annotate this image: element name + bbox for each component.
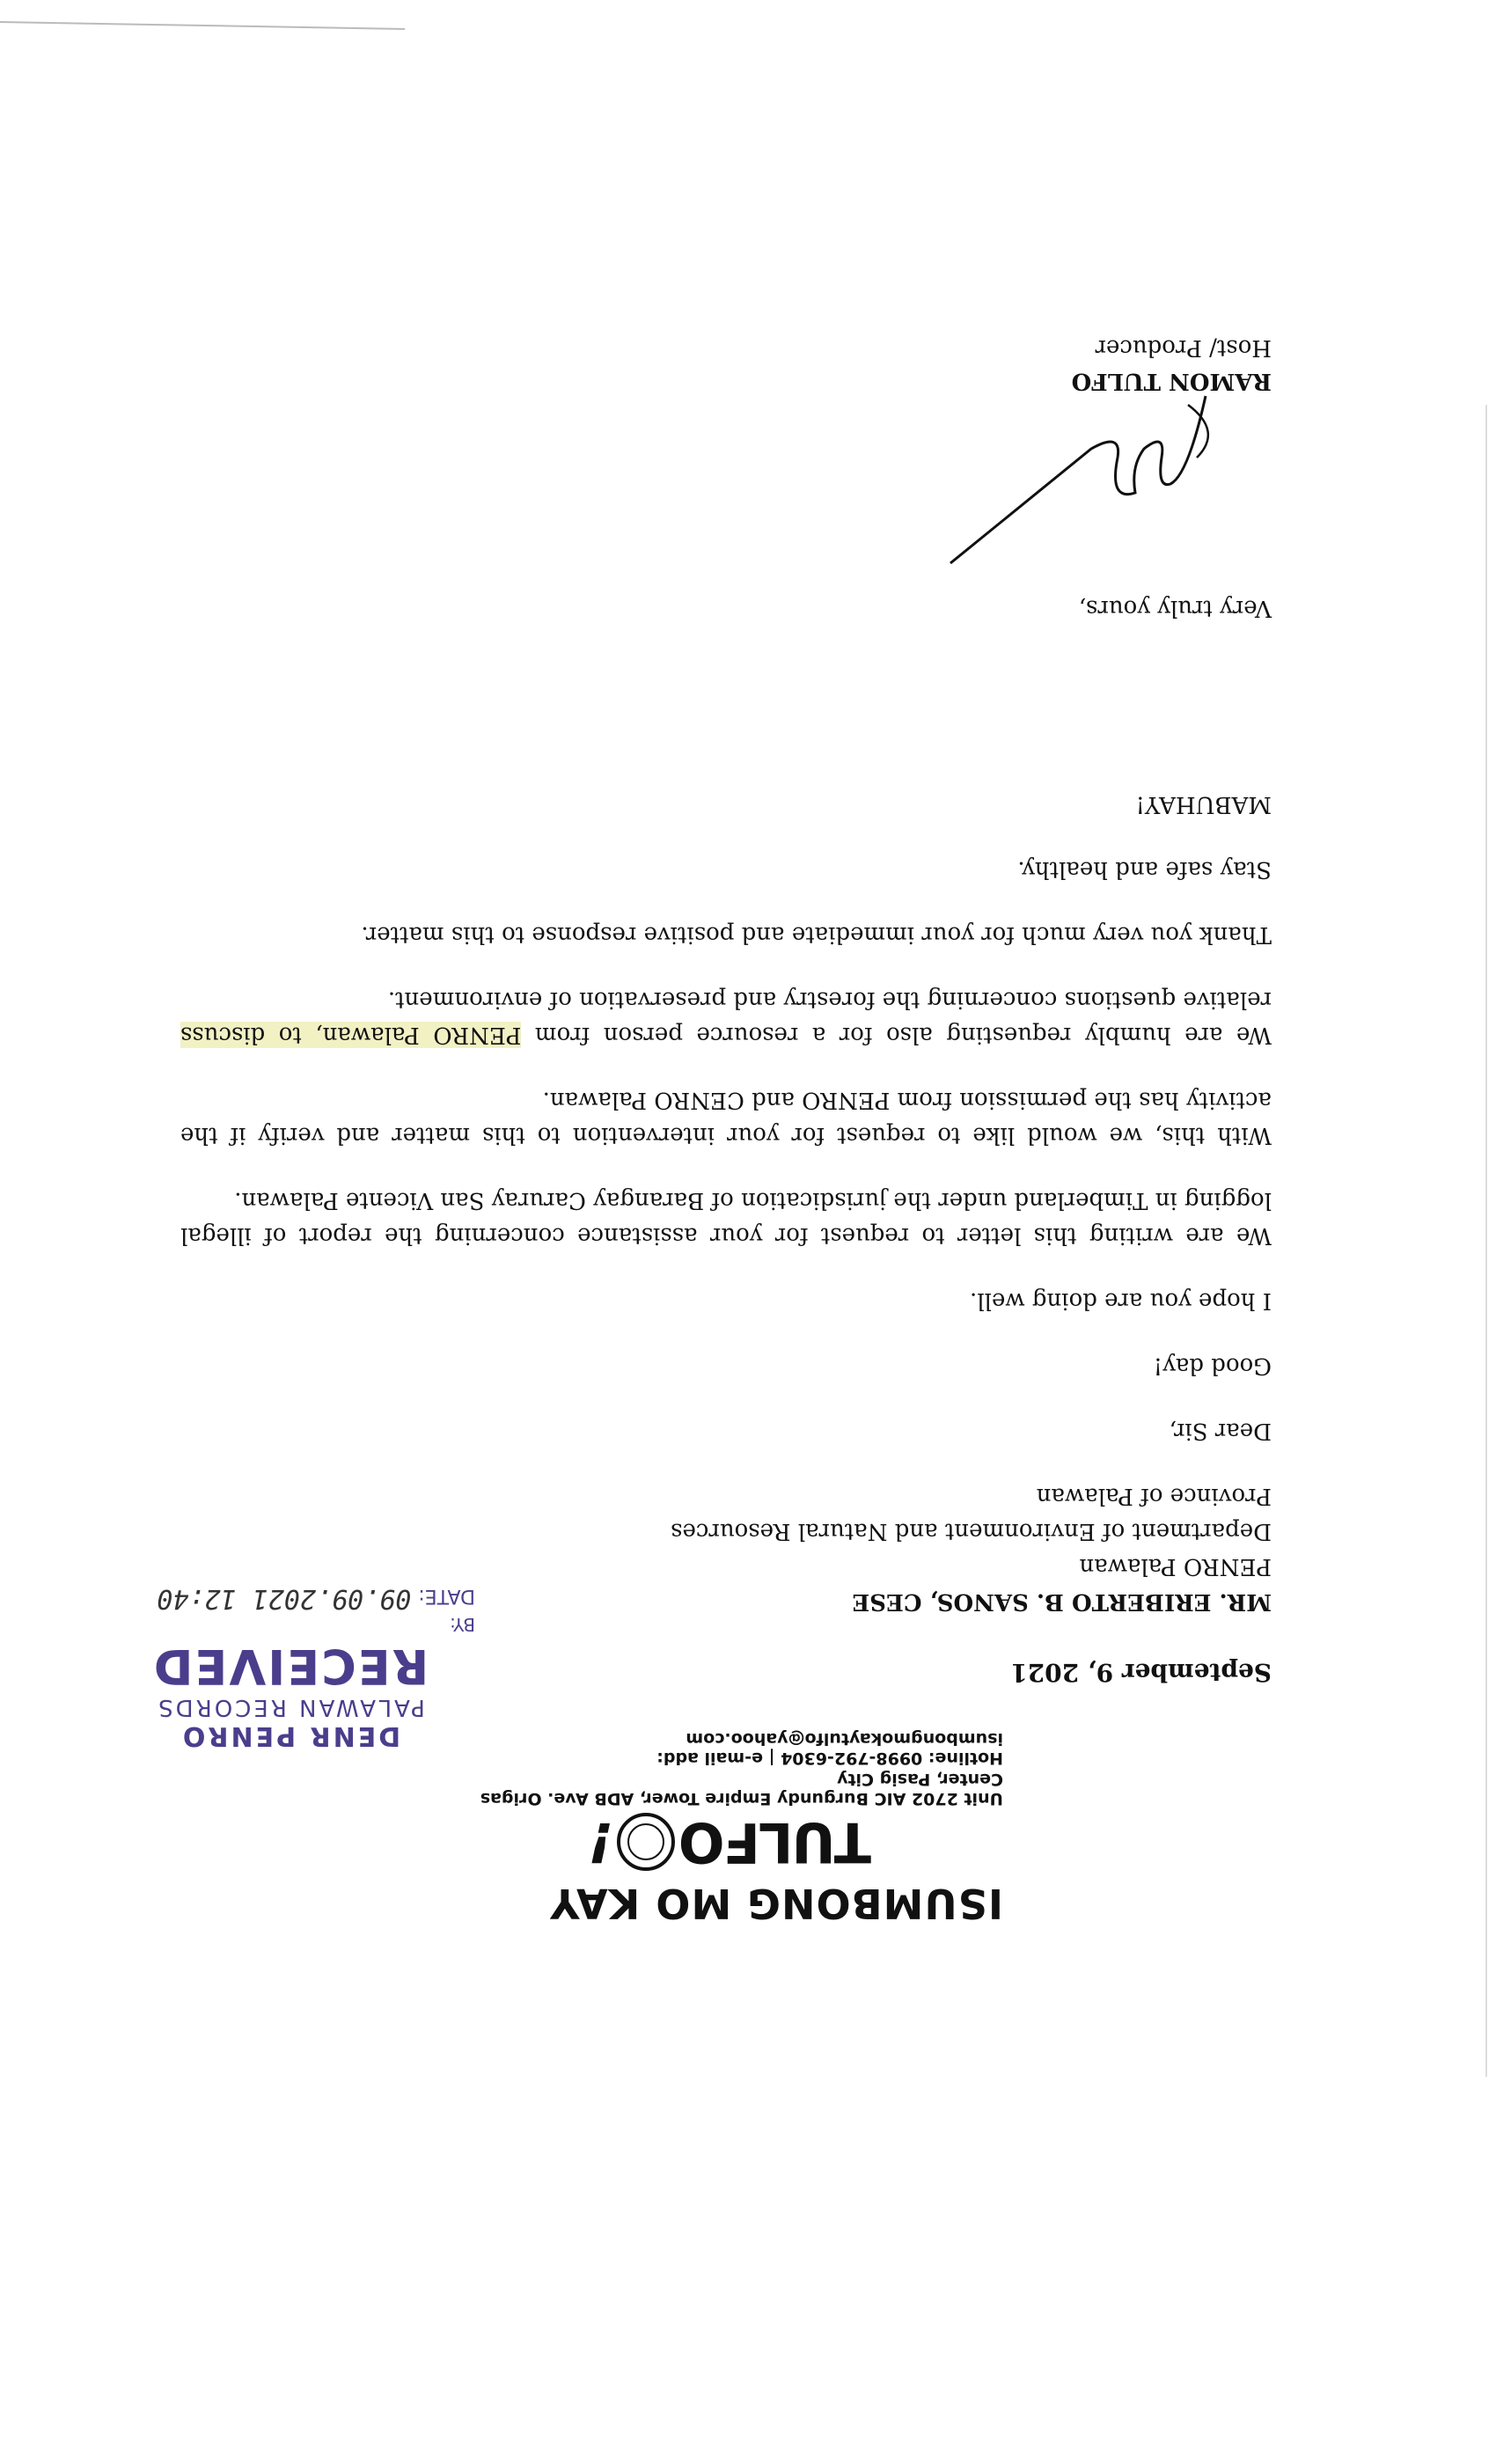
signoff: Very truly yours, [1078, 595, 1272, 621]
stamp-received: RECEIVED [151, 1639, 429, 1694]
stamp-date-label: DATE: [418, 1585, 475, 1607]
signer-name: RAMON TULFO [1071, 368, 1272, 394]
paragraph-thanks: Thank you very much for your immediate and positive response to this matter. [361, 921, 1272, 948]
stamp-date-value: 09.09.2021 12:40 [157, 1583, 412, 1614]
wellwish: I hope you are doing well. [970, 1287, 1272, 1314]
closing-stay-safe: Stay safe and healthy. [1017, 856, 1272, 883]
closing-mabuhay: MABUHAY! [1135, 791, 1272, 818]
greeting: Good day! [1153, 1353, 1272, 1379]
recipient-office: PENRO Palawan [1079, 1553, 1272, 1580]
seal-icon [617, 1814, 675, 1872]
salutation: Dear Sir, [1169, 1418, 1272, 1444]
recipient-province: Province of Palawan [1036, 1483, 1272, 1509]
scan-edge-line [1485, 405, 1487, 2077]
brand-logo-text: TULFO [679, 1810, 871, 1874]
recipient-department: Department of Environment and Natural Resources [671, 1518, 1272, 1544]
letterhead [475, 1729, 1003, 1927]
brand-logo-mark: ! [581, 1810, 620, 1874]
letter-body [180, 787, 1272, 1690]
signer-title: Host/ Producer [1095, 334, 1272, 361]
letter-date: September 9, 2021 [1010, 1658, 1272, 1687]
handwritten-signature [924, 370, 1241, 581]
letterhead-contact: Hotline: 0998-792-6304 | e-mail add: isumbongmokaytulfo@yahoo.com [656, 1729, 1003, 1768]
highlighted-text: PENRO Palawan, to discuss [180, 1022, 522, 1048]
stamp-office: DENR PENRO [180, 1720, 401, 1751]
paragraph-request: We are writing this letter to request for your assistance concerning the report of illegal logging in Timberland under the jurisdication of Barangay Caruray San Vicente Palawan. [180, 1187, 1272, 1249]
letterhead-brand [475, 1810, 871, 1874]
recipient-name: MR. ERIBERTO B. SANOS, CESE [852, 1588, 1272, 1615]
letterhead-title: ISUMBONG MO KAY [549, 1880, 1003, 1927]
stamp-by-label: BY: [450, 1614, 475, 1635]
letterhead-address: Unit 2702 AIC Burgundy Empire Tower, ADB Ave. Origas Center, Pasig City [480, 1770, 1003, 1808]
stamp-records: PALAWAN RECORDS [156, 1694, 425, 1720]
scan-edge-line [0, 21, 405, 30]
paragraph-intervention: With this, we would like to request for your intervention to this matter and verify if the activity has the permission from PENRO and CENRO Palawan. [180, 1087, 1272, 1148]
paragraph-resource-person: We are humbly requesting also for a resource person from PENRO Palawan, to discuss relative questions concerning the forestry and preservation of environment. [180, 986, 1272, 1048]
